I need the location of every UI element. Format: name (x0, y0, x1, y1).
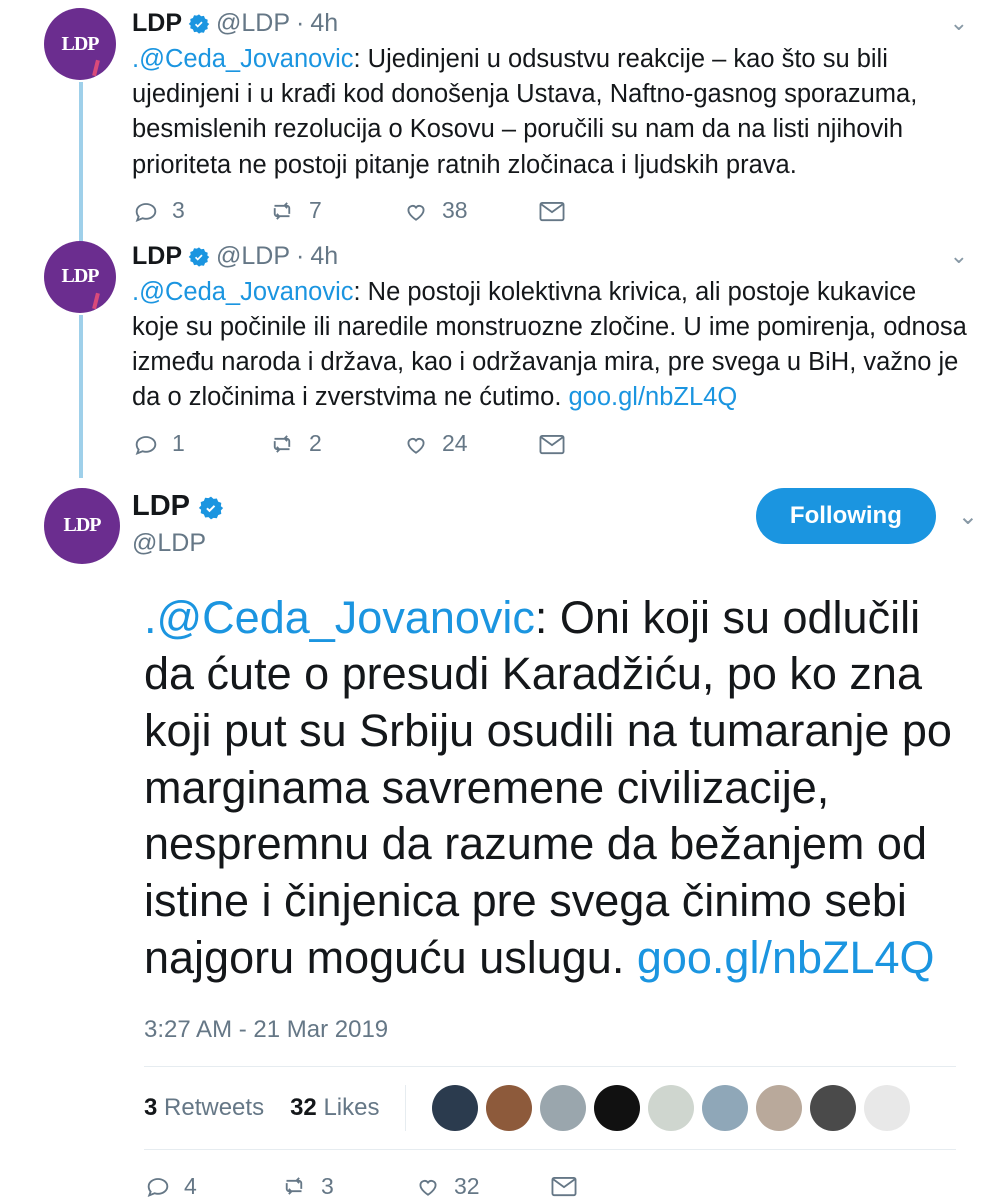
facepile-avatar[interactable] (432, 1085, 478, 1131)
chevron-down-icon[interactable]: ⌄ (957, 502, 978, 530)
facepile-avatar[interactable] (864, 1085, 910, 1131)
display-name[interactable]: LDP (132, 489, 190, 522)
thread-connector-line (79, 315, 83, 478)
tweet-text-body: : Oni koji su odlučili da ćute o presudi Karadžiću, po ko zna koji put su Srbiju osudili na tumaranje po marginama savremene civilizacije, nespremnu da razume da bežanjem od istine i činjenica pre svega činimo sebi najgoru moguću uslugu. (144, 591, 952, 983)
facepile-avatar[interactable] (648, 1085, 694, 1131)
facepile-avatar[interactable] (702, 1085, 748, 1131)
tweet-actions (132, 430, 692, 466)
avatar[interactable] (44, 488, 120, 564)
direct-message-button[interactable] (549, 1173, 684, 1199)
tweet-body (132, 8, 978, 233)
facepile-avatar[interactable] (594, 1085, 640, 1131)
reply-button[interactable] (132, 430, 267, 458)
avatar[interactable] (44, 8, 116, 80)
like-count: 24 (442, 430, 468, 456)
timestamp[interactable]: 4h (310, 241, 339, 270)
reply-count: 3 (172, 197, 185, 224)
focused-tweet (0, 466, 1000, 1203)
separator-dot: · (296, 241, 305, 270)
likes-stat[interactable] (290, 1094, 379, 1122)
like-count: 32 (454, 1172, 480, 1199)
retweets-count: 3 (144, 1094, 158, 1122)
following-button[interactable]: Following (756, 488, 936, 544)
reply-button[interactable] (144, 1172, 279, 1200)
tweet-timestamp[interactable]: 3:27 AM - 21 Mar 2019 (144, 1016, 389, 1044)
verified-badge-icon (198, 495, 220, 517)
user-handle[interactable]: @LDP (216, 9, 291, 37)
separator-dot: · (296, 9, 305, 37)
tweet-text-body: : Ne postoji kolektivna krivica, ali postoje kukavice koje su počinile ili naredile monstruozne zločine. U ime pomirenja, odnosa između naroda i država, kao i održavanja mira, pre svega u BiH, važno je da o zločinima i zverstvima ne ćutimo. (132, 277, 967, 412)
retweet-count: 2 (309, 430, 322, 456)
user-handle[interactable]: @LDP (216, 241, 291, 270)
retweet-button[interactable] (267, 430, 402, 458)
facepile (432, 1085, 910, 1131)
like-button[interactable] (414, 1172, 549, 1200)
direct-message-button[interactable] (537, 198, 672, 224)
facepile-avatar[interactable] (540, 1085, 586, 1131)
avatar-label: LDP (63, 514, 101, 536)
author-name-row (132, 490, 756, 523)
retweet-button[interactable] (267, 197, 402, 225)
like-button[interactable] (402, 197, 537, 225)
external-link[interactable]: goo.gl/nbZL4Q (568, 383, 738, 412)
engagement-stats (144, 1066, 956, 1150)
tweet-body (132, 241, 978, 466)
avatar-column (44, 488, 132, 564)
facepile-avatar[interactable] (810, 1085, 856, 1131)
retweet-count: 3 (321, 1172, 334, 1199)
avatar-accent-mark (92, 60, 100, 76)
focused-tweet-actions (144, 1150, 704, 1203)
avatar-label: LDP (61, 265, 99, 288)
tweet-text (132, 42, 968, 183)
tweet-text-body: : Ujedinjeni u odsustvu reakcije – kao što su bili ujedinjeni i u krađi kod donošenja Ustava, Naftno-gasnog sporazuma, besmislenih rezolucija o Kosovu – poručili su nam da na listi njihovih prioriteta ne postoji pitanje ratnih zločinaca i ljudskih prava. (132, 45, 918, 179)
verified-badge-icon (188, 12, 210, 34)
thread-connector-line (79, 82, 83, 245)
like-count: 38 (442, 197, 468, 224)
likes-label: Likes (323, 1094, 380, 1122)
mention-link[interactable]: .@Ceda_Jovanovic (132, 45, 354, 73)
reply-count: 1 (172, 430, 185, 456)
retweet-button[interactable] (279, 1172, 414, 1200)
tweet-header (132, 8, 968, 38)
direct-message-button[interactable] (537, 431, 672, 457)
retweets-label: Retweets (164, 1094, 265, 1122)
focused-tweet-header (44, 488, 978, 564)
like-button[interactable] (402, 430, 537, 458)
focused-tweet-text (44, 564, 978, 987)
mention-link[interactable]: .@Ceda_Jovanovic (132, 277, 354, 306)
mention-link[interactable]: .@Ceda_Jovanovic (144, 591, 535, 643)
avatar-column (44, 8, 132, 233)
divider (405, 1085, 406, 1131)
verified-badge-icon (188, 245, 210, 267)
external-link[interactable]: goo.gl/nbZL4Q (636, 931, 935, 983)
user-handle[interactable]: @LDP (132, 528, 207, 557)
likes-count: 32 (290, 1094, 317, 1122)
tweet-text (132, 275, 968, 416)
tweet-item[interactable] (0, 233, 1000, 466)
tweet-actions (132, 197, 692, 233)
chevron-down-icon[interactable]: ⌄ (949, 242, 968, 268)
avatar-label: LDP (61, 32, 99, 55)
display-name[interactable]: LDP (132, 9, 182, 37)
tweet-header (132, 241, 968, 271)
timestamp[interactable]: 4h (310, 9, 339, 37)
reply-button[interactable] (132, 197, 267, 225)
tweet-item[interactable] (0, 0, 1000, 233)
avatar[interactable] (44, 241, 116, 313)
facepile-avatar[interactable] (756, 1085, 802, 1131)
avatar-accent-mark (92, 293, 100, 309)
author-block (132, 488, 756, 558)
display-name[interactable]: LDP (132, 241, 182, 270)
avatar-column (44, 241, 132, 466)
chevron-down-icon[interactable]: ⌄ (949, 9, 968, 35)
retweet-count: 7 (309, 197, 322, 224)
retweets-stat[interactable] (144, 1094, 264, 1122)
facepile-avatar[interactable] (486, 1085, 532, 1131)
reply-count: 4 (184, 1172, 197, 1199)
